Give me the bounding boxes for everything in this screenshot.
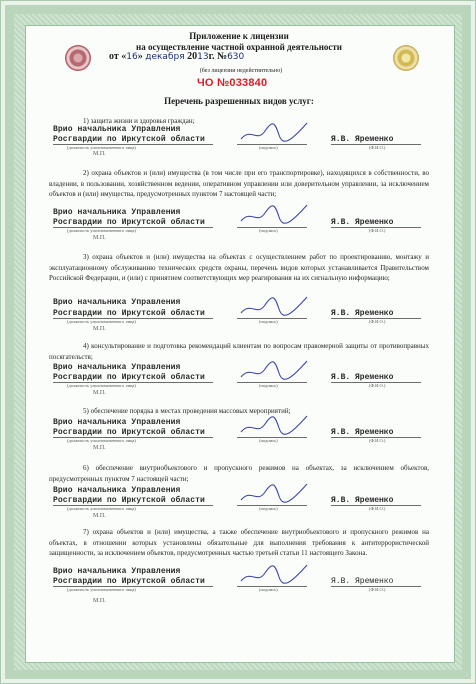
handwritten-signature: [239, 561, 309, 587]
validity-note: (без лицензии недействительно): [199, 68, 283, 74]
service-item-5: 5) обеспечение порядка в местах проведения массовых мероприятий;: [83, 407, 291, 415]
stamp-line-2: Росгвардии по Иркутской области: [53, 135, 205, 144]
service-item-2: 2) охрана объектов и (или) имущества (в том числе при его транспортировке), находящихся в собственности, во владении, в пользовании, хозяйственном ведении, оперативном управлении или доверительном управлении, за исключением объектов и (или) имущества, предусмотренных пунктом 7 настоящей части;: [49, 169, 429, 198]
service-item-4: 4) консультирование и подготовка рекомендаций клиентам по вопросам правомерной защиты от противоправных посягательств;: [49, 342, 429, 361]
title-line-2: на осуществление частной охранной деятельности: [136, 42, 342, 52]
stamp-line-1: Врио начальника Управления: [53, 418, 181, 427]
caption-position: (должность уполномоченного лица): [67, 383, 136, 388]
service-item-1: 1) защита жизни и здоровья граждан;: [83, 117, 195, 125]
service-item-7: 7) охрана объектов и (или) имущества, а также обеспечение внутриобъектового и пропускного режимов на объектах, в отношении которых установлены обязательные для выполнения требования к антитеррористической защищенности, за исключением объектов, предусмотренных частью третьей статьи 11 настоящего Закона.: [49, 528, 429, 557]
caption-signature: (подпись): [259, 319, 278, 324]
caption-fio: (Ф.И.О.): [369, 438, 386, 443]
stamp-line-1: Врио начальника Управления: [53, 298, 181, 307]
stamp-line-1: Врио начальника Управления: [53, 363, 181, 372]
handwritten-signature: [239, 480, 309, 506]
caption-signature: (подпись): [259, 228, 278, 233]
seal-place: М.П.: [93, 151, 106, 157]
seal-place: М.П.: [93, 326, 106, 332]
stamp-line-2: Росгвардии по Иркутской области: [53, 428, 205, 437]
stamp-line-1: Врио начальника Управления: [53, 567, 181, 576]
official-name: Я.В. Яременко: [331, 309, 394, 318]
services-list-title: Перечень разрешенных видов услуг:: [164, 96, 314, 106]
caption-position: (должность уполномоченного лица): [67, 587, 136, 592]
caption-position: (должность уполномоченного лица): [67, 438, 136, 443]
official-name: Я.В. Яременко: [331, 135, 394, 144]
official-name: Я.В. Яременко: [331, 428, 394, 437]
date-year-suffix: 13: [197, 52, 209, 62]
service-item-6: 6) обеспечение внутриобъектового и пропускного режимов на объектах, за исключением объектов, предусмотренных пунктом 7 настоящей части;: [49, 464, 429, 483]
caption-signature: (подпись): [259, 587, 278, 592]
stamp-line-2: Росгвардии по Иркутской области: [53, 496, 205, 505]
seal-place: М.П.: [93, 445, 106, 451]
date-year-prefix: 20: [187, 51, 198, 62]
stamp-line-2: Росгвардии по Иркутской области: [53, 309, 205, 318]
caption-fio: (Ф.И.О.): [369, 506, 386, 511]
caption-fio: (Ф.И.О.): [369, 319, 386, 324]
handwritten-signature: [239, 357, 309, 383]
date-day: 16: [126, 52, 138, 62]
number-sign: №: [217, 51, 228, 62]
license-date-number: [109, 51, 369, 62]
caption-position: (должность уполномоченного лица): [67, 228, 136, 233]
license-number: 630: [227, 52, 245, 62]
caption-fio: (Ф.И.О.): [369, 228, 386, 233]
service-item-3: 3) охрана объектов и (или) имущества на объектах с осуществлением работ по проектированию, монтажу и эксплуатационному обслуживанию технических средств охраны, перечень видов которых устанавливается Правительством Российской Федерации, и (или) с принятием соответствующих мер реагирования на их сигнальную информацию;: [49, 253, 429, 282]
stamp-line-2: Росгвардии по Иркутской области: [53, 373, 205, 382]
seal-place: М.П.: [93, 390, 106, 396]
caption-signature: (подпись): [259, 506, 278, 511]
stamp-line-1: Врио начальника Управления: [53, 125, 181, 134]
date-quote: »: [137, 51, 143, 62]
seal-place: М.П.: [93, 598, 106, 604]
date-year-end: г.: [208, 51, 215, 62]
title-line-1: Приложение к лицензии: [189, 31, 289, 41]
handwritten-signature: [239, 119, 309, 145]
official-name: Я.В. Яременко: [331, 577, 394, 586]
stamp-line-2: Росгвардии по Иркутской области: [53, 577, 205, 586]
serial-number: ЧО №033840: [197, 77, 268, 89]
caption-position: (должность уполномоченного лица): [67, 506, 136, 511]
caption-fio: (Ф.И.О.): [369, 383, 386, 388]
official-name: Я.В. Яременко: [331, 496, 394, 505]
caption-signature: (подпись): [259, 383, 278, 388]
caption-position: (должность уполномоченного лица): [67, 145, 136, 150]
caption-position: (должность уполномоченного лица): [67, 319, 136, 324]
handwritten-signature: [239, 201, 309, 227]
stamp-line-1: Врио начальника Управления: [53, 208, 181, 217]
stamp-line-1: Врио начальника Управления: [53, 486, 181, 495]
seal-place: М.П.: [93, 235, 106, 241]
date-prefix: от «: [109, 51, 127, 62]
stamp-line-2: Росгвардии по Иркутской области: [53, 218, 205, 227]
seal-place: М.П.: [93, 513, 106, 519]
date-month: декабря: [145, 52, 185, 62]
caption-fio: (Ф.И.О.): [369, 145, 386, 150]
handwritten-signature: [239, 412, 309, 438]
handwritten-signature: [239, 293, 309, 319]
official-name: Я.В. Яременко: [331, 218, 394, 227]
caption-signature: (подпись): [259, 145, 278, 150]
caption-fio: (Ф.И.О.): [369, 587, 386, 592]
official-name: Я.В. Яременко: [331, 373, 394, 382]
caption-signature: (подпись): [259, 438, 278, 443]
